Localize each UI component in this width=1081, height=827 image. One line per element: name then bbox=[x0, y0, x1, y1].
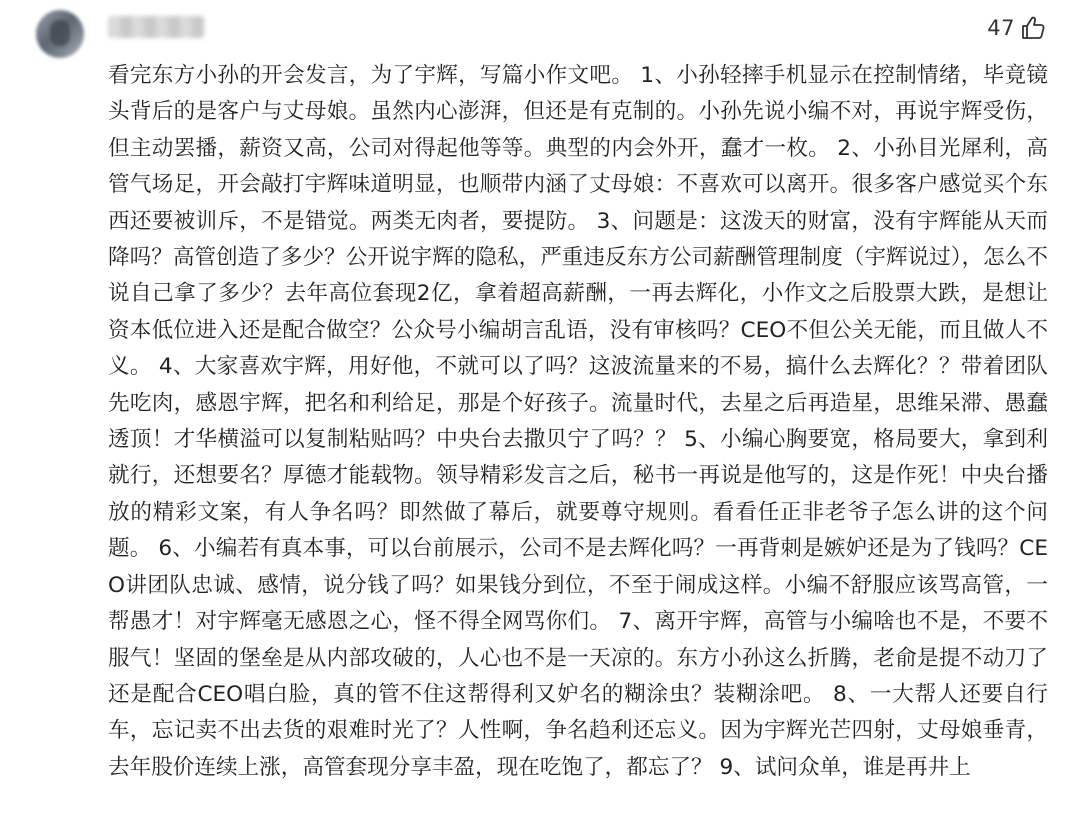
like-button[interactable] bbox=[987, 14, 1047, 42]
username-blurred[interactable] bbox=[108, 16, 204, 38]
like-count: 47 bbox=[987, 16, 1015, 40]
comment-text: 看完东方小孙的开会发言，为了宇辉，写篇小作文吧。 1、小孙轻摔手机显示在控制情绪，毕竟镜头背后的是客户与丈母娘。虽然内心澎湃，但还是有克制的。小孙先说小编不对，再说宇辉受伤，但主动罢播，薪资又高，公司对得起他等等。典型的内会外开，蠢才一枚。 2、小孙目光犀利，高管气场足，开会敲打宇辉味道明显，也顺带内涵了丈母娘：不喜欢可以离开。很多客户感觉买个东西还要被训斥，不是错觉。两类无肉者，要提防。 3、问题是：这泼天的财富，没有宇辉能从天而降吗？高管创造了多少？公开说宇辉的隐私，严重违反东方公司薪酬管理制度（宇辉说过），怎么不说自己拿了多少？去年高位套现2亿，拿着超高薪酬，一再去辉化，小作文之后股票大跌，是想让资本低位进入还是配合做空？公众号小编胡言乱语，没有审核吗？CEO不但公关无能，而且做人不义。 4、大家喜欢宇辉，用好他，不就可以了吗？这波流量来的不易，搞什么去辉化？？带着团队先吃肉，感恩宇辉，把名和利给足，那是个好孩子。流量时代，去星之后再造星，思维呆滞、愚蠢透顶！才华横溢可以复制粘贴吗？中央台去撒贝宁了吗？？ 5、小编心胸要宽，格局要大，拿到利就行，还想要名？厚德才能载物。领导精彩发言之后，秘书一再说是他写的，这是作死！中央台播放的精彩文案，有人争名吗？即然做了幕后，就要尊守规则。看看任正非老爷子怎么讲的这个问题。 6、小编若有真本事，可以台前展示，公司不是去辉化吗？一再背刺是嫉妒还是为了钱吗？CEO讲团队忠诚、感情，说分钱了吗？如果钱分到位，不至于闹成这样。小编不舒服应该骂高管，一帮愚才！对宇辉毫无感恩之心，怪不得全网骂你们。 7、离开宇辉，高管与小编啥也不是，不要不服气！坚固的堡垒是从内部攻破的，人心也不是一天凉的。东方小孙这么折腾，老俞是提不动刀了还是配合CEO唱白脸，真的管不住这帮得利又妒名的糊涂虫？装糊涂吧。 8、一大帮人还要自行车，忘记卖不出去货的艰难时光了？人性啊，争名趋利还忘义。因为宇辉光芒四射，丈母娘垂青，去年股价连续上涨，高管套现分享丰盈，现在吃饱了，都忘了？ 9、试问众单，谁是再井上 bbox=[108, 63, 1048, 780]
avatar[interactable] bbox=[36, 10, 84, 58]
thumbs-up-icon[interactable] bbox=[1019, 14, 1047, 42]
